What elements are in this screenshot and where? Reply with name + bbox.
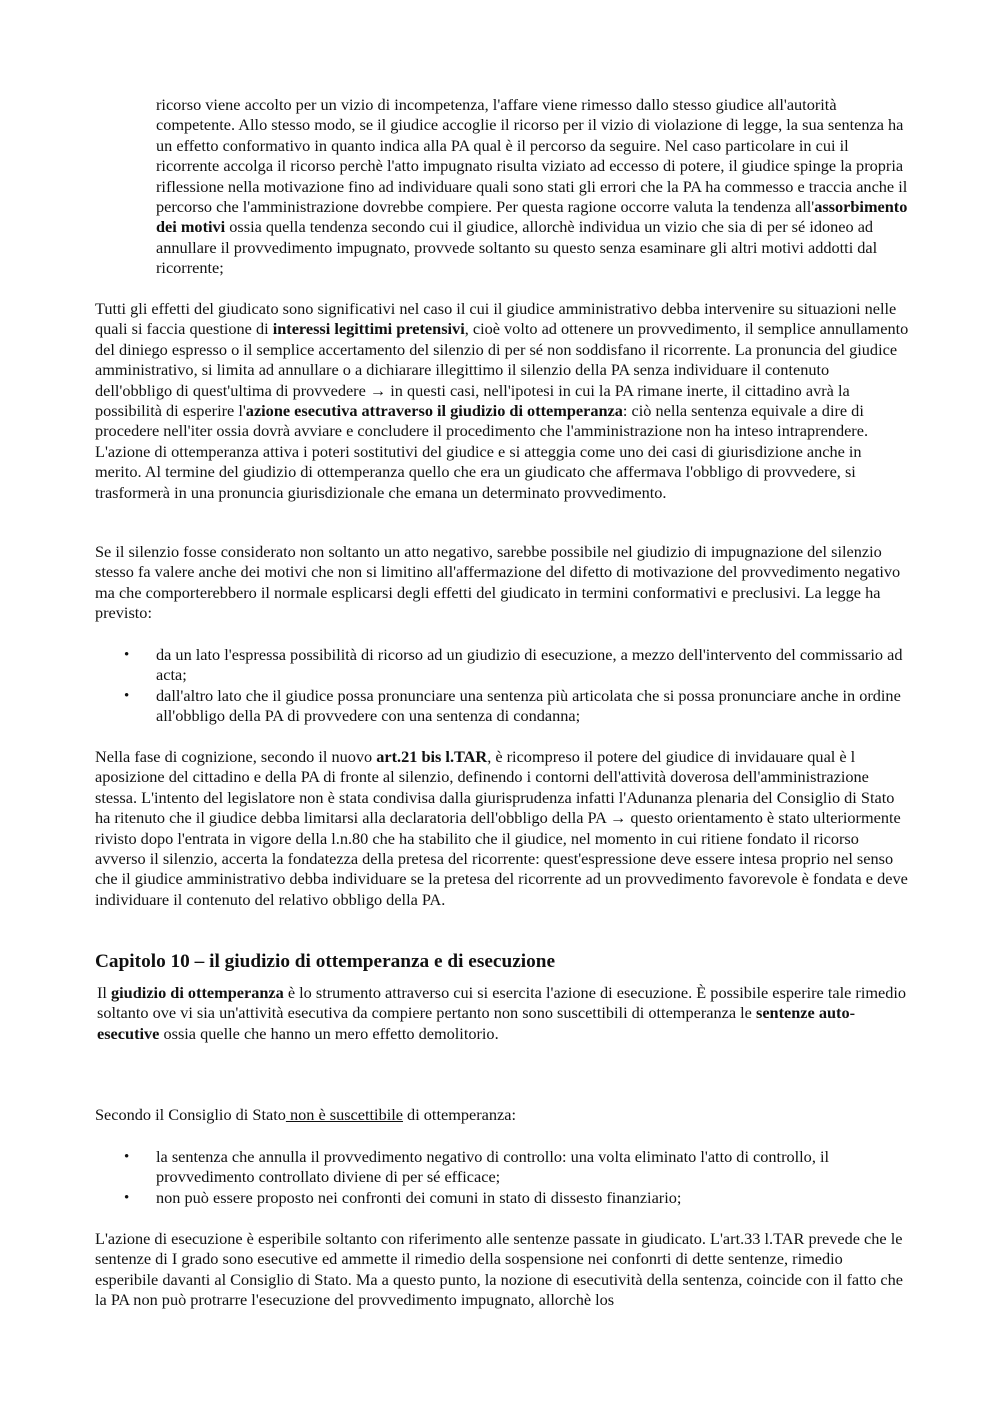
text-run: Se il silenzio fosse considerato non soltanto un atto negativo, sarebbe possibile nel giudizio di impugnazione del silenzio stesso fa valere anche dei motivi che non si limitino all'affermazione del difetto di motivazione del provvedimento negativo ma che comporterebbero il normale esplicarsi degli effetti del giudicato in termini conformativi e preclusivi. La legge ha previsto:	[95, 542, 901, 623]
paragraph-ottemperanza	[97, 983, 912, 1044]
bold-term: assorbimento dei motivi	[156, 197, 908, 237]
text-run: ossia quella tendenza secondo cui il giudice, allorchè individua un vizio che sia di per sé idoneo ad annullare il provvedimento impugnato, provvede soltanto su questo senza esaminare gli altri motivi addotti dal ricorrente;	[156, 217, 878, 278]
bullet-icon: •	[124, 1149, 130, 1165]
list-item	[95, 686, 910, 727]
list-item	[95, 1147, 910, 1188]
bullet-list-legge	[95, 645, 910, 727]
bullet-icon: •	[124, 1189, 130, 1206]
list-item-text: da un lato l'espressa possibilità di ricorso ad un giudizio di esecuzione, a mezzo dell'intervento del commissario ad acta;	[156, 645, 903, 685]
text-run: Il	[97, 983, 112, 1002]
bold-term: azione esecutiva attraverso il giudizio di ottemperanza	[245, 401, 623, 421]
text-run: : ciò nella sentenza equivale a dire di procedere nell'iter ossia dovrà avviare e concludere il procedimento che l'amministrazione non ha inteso intraprendere. L'azione di ottemperanza attiva i poteri sostitutivi del giudice e si atteggia come uno dei casi di giurisdizione anche in merito. Al termine del giudizio di ottemperanza quello che era un giudicato che affermava l'obbligo di provvedere, si trasformerà in una pronuncia giurisdizionale che emana un determinato provvedimento.	[95, 401, 869, 502]
paragraph-consiglio-di-stato	[95, 1105, 910, 1125]
list-item-text: dall'altro lato che il giudice possa pronunciare una sentenza più articolata che si possa pronunciare anche in ordine all'obbligo della PA di provvedere con una sentenza di condanna;	[156, 685, 901, 726]
text-run: Nella fase di cognizione, secondo il nuovo	[95, 747, 377, 766]
paragraph-silenzio	[95, 542, 910, 624]
bold-term: sentenze auto-esecutive	[97, 1003, 856, 1043]
text-run: , cioè volto ad ottenere un provvedimento, il semplice annullamento del diniego espresso o il semplice accertamento del silenzio di per sé non soddisfano il ricorrente. La pronuncia del giudice amministrativo, si limita ad annullare o a dichiarare illegittimo il silenzio della PA senza individuare il contenuto dell'obbligo di quest'ultima di provvedere → in questi casi, nell'ipotesi in cui la PA rimane inerte, il cittadino avrà la possibilità di esperire l'	[95, 319, 909, 421]
list-item	[95, 1188, 910, 1208]
underlined-term: non è suscettibile	[285, 1105, 403, 1124]
list-item-text: la sentenza che annulla il provvedimento negativo di controllo: una volta eliminato l'atto di controllo, il provvedimento controllato diviene di per sé efficace;	[156, 1147, 830, 1187]
paragraph-cognizione	[95, 747, 910, 910]
paragraph-continuation	[156, 95, 910, 279]
bold-term: giudizio di ottemperanza	[111, 983, 284, 1002]
list-item-text: non può essere proposto nei confronti dei comuni in stato di dissesto finanziario;	[156, 1187, 682, 1207]
bullet-list-non-suscettibile	[95, 1147, 910, 1208]
text-run: ricorso viene accolto per un vizio di incompetenza, l'affare viene rimesso dallo stesso giudice all'autorità competente. Allo stesso modo, se il giudice accoglie il ricorso per il vizio di violazione di legge, la sua sentenza ha un effetto conformativo in quanto indica alla PA qual è il percorso da seguire. Nel caso particolare in cui il ricorrente accolga il ricorso perchè l'atto impugnato risulta viziato ad eccesso di potere, il giudice spinge la propria riflessione nella motivazione fino ad individuare quali sono stati gli errori che la PA ha commesso e traccia anche il percorso che l'amministrazione dovrebbe compiere. Per questa ragione occorre valuta la tendenza all'	[156, 95, 908, 217]
paragraph-giudicato-effects	[95, 299, 910, 503]
text-run: di ottemperanza:	[402, 1105, 516, 1124]
text-run: Secondo il Consiglio di Stato	[95, 1105, 286, 1124]
bold-term: art.21 bis l.TAR	[376, 747, 488, 766]
text-run: , è ricompreso il potere del giudice di invidauare qual è l aposizione del cittadino e della PA di fronte al silenzio, definendo i contorni dell'attività doverosa dell'amministrazione stessa. L'intento del legislatore non è stata condivisa dalla giurisprudenza infatti l'Adunanza plenaria del Consiglio di Stato ha ritenuto che il giudice debba limitarsi alla declaratoria dell'obbligo della PA → questo orientamento è stato ulteriormente rivisto dopo l'entrata in vigore della l.n.80 che ha stabilito che il giudice, nel momento in cui ritiene fondato il ricorso avverso il silenzio, accerta la fondatezza della pretesa del ricorrente: quest'espressione deve essere intesa proprio nel senso che il giudice amministrativo debba individuare se la pretesa del ricorrente ad un provvedimento favorevole è fondata e deve individuare il contenuto del relativo obbligo della PA.	[95, 747, 908, 909]
bullet-icon: •	[124, 647, 130, 663]
text-run: ossia quelle che hanno un mero effetto demolitorio.	[159, 1023, 499, 1043]
bold-term: interessi legittimi pretensivi	[272, 319, 465, 339]
text-run: L'azione di esecuzione è esperibile soltanto con riferimento alle sentenze passate in giudicato. L'art.33 l.TAR prevede che le sentenze di I grado sono esecutive ed ammette il rimedio della sospensione nei confonrti di dette sentenze, rimedio esperibile davanti al Consiglio di Stato. Ma a questo punto, la nozione di esecutività della sentenza, coincide con il fatto che la PA non può protrarre l'esecuzione del provvedimento impugnato, allorchè los	[95, 1229, 903, 1310]
paragraph-azione-esecuzione	[95, 1229, 910, 1311]
chapter-heading: Capitolo 10 – il giudizio di ottemperanza e di esecuzione	[95, 951, 556, 972]
text-run: Tutti gli effetti del giudicato sono significativi nel caso il cui il giudice amministrativo debba intervenire su situazioni nelle quali si faccia questione di	[95, 299, 897, 339]
text-run: è lo strumento attraverso cui si esercita l'azione di esecuzione. È possibile esperire tale rimedio soltanto ove vi sia un'attività esecutiva da compiere pertanto non sono suscettibili di ottemperanza le	[97, 983, 907, 1023]
bullet-icon: •	[124, 687, 130, 704]
list-item	[95, 645, 910, 686]
